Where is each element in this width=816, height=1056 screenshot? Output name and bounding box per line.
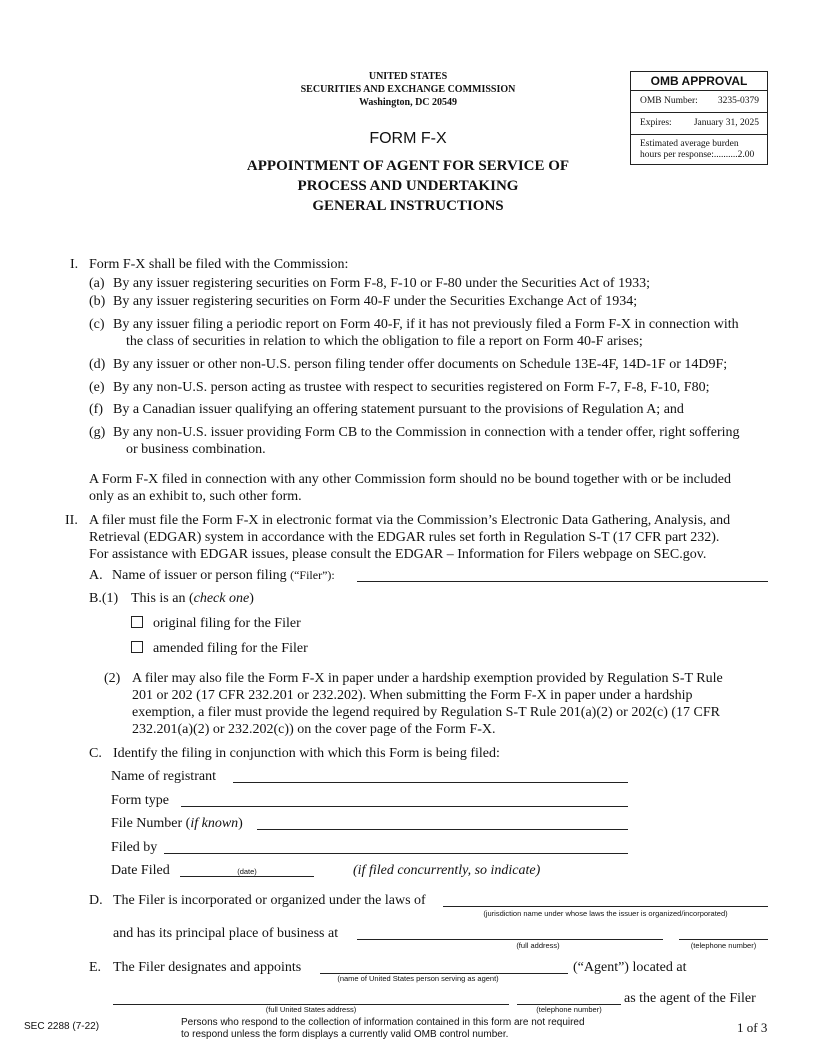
omb-number-label: OMB Number:: [640, 96, 698, 106]
date-caption: (date): [237, 867, 257, 876]
check-one-suffix: ): [249, 591, 254, 606]
item-c-text-1: By any issuer filing a periodic report on Form 40-F, if it has not previously filed a Form F-X in connection with: [113, 317, 739, 332]
item-c-text-2: the class of securities in relation to which the obligation to file a report on Form 40-F arises;: [126, 334, 643, 349]
omb-number-value: 3235-0379: [717, 96, 759, 106]
title-line-2: PROCESS AND UNDERTAKING: [297, 178, 519, 194]
address-caption: (full address): [516, 941, 560, 950]
field-d-mark: D.: [89, 893, 103, 908]
jurisdiction-line[interactable]: [443, 906, 768, 907]
principal-place-label: and has its principal place of business at: [113, 926, 339, 941]
field-b2-mark: (2): [104, 671, 121, 686]
principal-address-line[interactable]: [357, 939, 663, 940]
omb-burden-line-1: Estimated average burden: [640, 139, 739, 149]
file-number-suffix: ): [238, 816, 243, 831]
check-one-prefix: This is an (: [131, 591, 194, 606]
b2-line-4: 232.201(a)(2) or 232.202(c)) on the cover page of the Form F-X.: [132, 722, 496, 737]
field-a-label: [112, 567, 335, 584]
item-g-text-1: By any non-U.S. issuer providing Form CB to the Commission in connection with a tender offer, right soffering: [113, 425, 740, 440]
item-a-mark: (a): [89, 276, 105, 291]
header-line-2: SECURITIES AND EXCHANGE COMMISSION: [300, 84, 516, 95]
b2-line-2: 201 or 202 (17 CFR 232.201 or 232.202). When submitting the Form F-X in paper under a hardship: [132, 688, 693, 703]
section-1-intro: Form F-X shall be filed with the Commission:: [89, 257, 349, 272]
item-g-mark: (g): [89, 425, 106, 440]
page-number: 1 of 3: [737, 1020, 768, 1035]
check-one-italic: check one: [193, 591, 250, 606]
date-note: (if filed concurrently, so indicate): [353, 863, 541, 878]
form-type-label: Form type: [111, 793, 169, 808]
title-line-1: APPOINTMENT OF AGENT FOR SERVICE OF: [246, 158, 570, 174]
phone-caption: (telephone number): [690, 941, 757, 950]
omb-notice-line-2: to respond unless the form displays a currently valid OMB control number.: [181, 1029, 509, 1040]
title-line-3: GENERAL INSTRUCTIONS: [312, 198, 504, 214]
form-title: [0, 156, 816, 216]
item-b-text: By any issuer registering securities on Form 40-F under the Securities Exchange Act of 1934;: [113, 294, 638, 309]
issuer-name-label: Name of issuer or person filing: [112, 568, 287, 583]
form-code: SEC 2288 (7-22): [24, 1021, 100, 1032]
note-line-2: only as an exhibit to, such other form.: [89, 489, 302, 504]
item-e-text: By any non-U.S. person acting as trustee with respect to securities registered on Form F-7, F-8, F-10, F80;: [113, 380, 710, 395]
form-name: FORM F-X: [369, 130, 447, 147]
original-filing-checkbox[interactable]: [131, 616, 143, 628]
form-type-line[interactable]: [181, 806, 628, 807]
file-number-label: [111, 815, 243, 832]
omb-notice-line-1: Persons who respond to the collection of information contained in this form are not required: [181, 1017, 585, 1028]
omb-notice: [181, 1017, 585, 1041]
registrant-line[interactable]: [233, 782, 628, 783]
section-2-line-2: Retrieval (EDGAR) system in accordance with the EDGAR rules set forth in Regulation S-T (17 CFR part 232).: [89, 530, 720, 545]
item-a-text: By any issuer registering securities on Form F-8, F-10 or F-80 under the Securities Act of 1933;: [113, 276, 650, 291]
item-b-mark: (b): [89, 294, 106, 309]
filed-by-label: Filed by: [111, 840, 158, 855]
date-filed-label: Date Filed: [111, 863, 170, 878]
file-number-line[interactable]: [257, 829, 628, 830]
field-e-label: The Filer designates and appoints: [113, 960, 302, 975]
agent-name-caption: (name of United States person serving as agent): [337, 974, 499, 983]
original-filing-label: original filing for the Filer: [153, 616, 301, 631]
section-2-number: II.: [65, 513, 78, 528]
issuer-name-line[interactable]: [357, 581, 768, 582]
agent-address-caption: (full United States address): [265, 1005, 357, 1014]
principal-phone-line[interactable]: [679, 939, 768, 940]
field-b1-mark: B.(1): [89, 591, 119, 606]
field-c-label: Identify the filing in conjunction with which this Form is being filed:: [113, 746, 500, 761]
filed-by-line[interactable]: [164, 853, 628, 854]
issuer-name-label-small: (“Filer”):: [290, 568, 335, 582]
field-c-mark: C.: [89, 746, 102, 761]
file-number-prefix: File Number (: [111, 816, 191, 831]
file-number-italic: if known: [190, 816, 239, 831]
jurisdiction-caption: (jurisdiction name under whose laws the issuer is organized/incorporated): [483, 909, 728, 918]
item-c-mark: (c): [89, 317, 105, 332]
omb-approval-box: [630, 71, 768, 165]
omb-number-row: [631, 91, 767, 113]
agent-located-label: (“Agent”) located at: [573, 960, 687, 975]
item-e-mark: (e): [89, 380, 105, 395]
agent-of-filer-label: as the agent of the Filer: [624, 991, 756, 1006]
omb-burden-line-2: hours per response:..........2.00: [640, 150, 755, 160]
section-2-line-1: A filer must file the Form F-X in electronic format via the Commission’s Electronic Data Gathering, Analysis, and: [89, 513, 731, 528]
header-line-1: UNITED STATES: [368, 71, 448, 82]
section-1-number: I.: [70, 257, 79, 272]
registrant-label: Name of registrant: [111, 769, 216, 784]
check-one-label: [131, 590, 254, 607]
omb-expires-label: Expires:: [640, 118, 672, 128]
field-a-mark: A.: [89, 568, 103, 583]
section-2-line-3: For assistance with EDGAR issues, please consult the EDGAR – Information for Filers webpage on SEC.gov.: [89, 547, 707, 562]
agent-phone-caption: (telephone number): [536, 1005, 602, 1014]
amended-filing-label: amended filing for the Filer: [153, 641, 308, 656]
omb-expires-value: January 31, 2025: [693, 118, 759, 128]
b2-line-1: A filer may also file the Form F-X in paper under a hardship exemption provided by Regulation S-T Rule: [132, 671, 723, 686]
omb-title: OMB APPROVAL: [631, 72, 767, 91]
b2-line-3: exemption, a filer must provide the legend required by Regulation S-T Rule 201(a)(2) or 202(c) (17 CFR: [132, 705, 720, 720]
item-d-mark: (d): [89, 357, 106, 372]
item-f-mark: (f): [89, 402, 103, 417]
header-line-3: Washington, DC 20549: [358, 97, 458, 108]
note-line-1: A Form F-X filed in connection with any other Commission form should no be bound together with or be included: [89, 472, 731, 487]
field-d-label: The Filer is incorporated or organized under the laws of: [113, 893, 426, 908]
field-e-mark: E.: [89, 960, 102, 975]
date-filed-line[interactable]: [180, 876, 314, 877]
amended-filing-checkbox[interactable]: [131, 641, 143, 653]
item-d-text: By any issuer or other non-U.S. person filing tender offer documents on Schedule 13E-4F, 14D-1F or 14D9F;: [113, 357, 728, 372]
item-f-text: By a Canadian issuer qualifying an offering statement pursuant to the provisions of Regulation A; and: [113, 402, 684, 417]
item-g-text-2: or business combination.: [126, 442, 266, 457]
